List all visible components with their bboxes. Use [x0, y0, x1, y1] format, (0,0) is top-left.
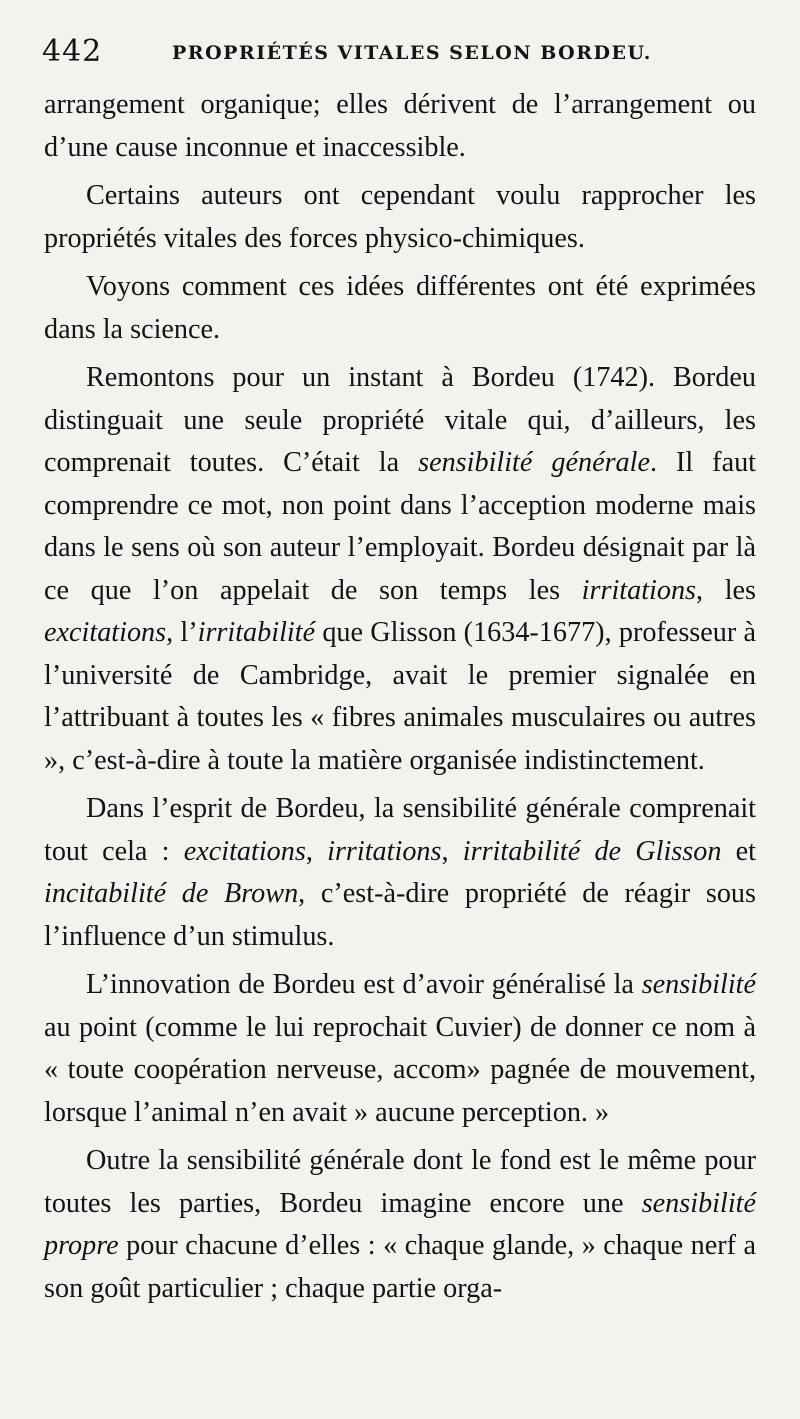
paragraph-6	[44, 964, 756, 1134]
text-run: ,	[441, 835, 463, 867]
text-run: , c’est-à-dire propriété de réagir sous l’influence d’un stimulus.	[44, 878, 756, 952]
italic-run: irritabilité	[197, 617, 316, 648]
page-number: 442	[42, 34, 103, 69]
text-run: ,	[305, 835, 328, 867]
page-header	[42, 30, 750, 74]
paragraph-1: arrangement organique; elles dérivent de l’arrangement ou d’une cause inconnue et inaccessible.	[44, 89, 756, 163]
text-run: au point (comme le lui reprochait Cuvier) de donner ce nom à « toute coopération nerveuse, accom» pagnée de mouvement, lorsque l’animal n’en avait » aucune perception. »	[44, 1011, 756, 1128]
text-run: Remontons pour un instant à Bordeu (1742). Bordeu distinguait une seule propriété vitale qui, d’ailleurs, les comprenait toutes. C’était la	[44, 362, 756, 478]
text-run: que Glisson (1634-1677), professeur à l’université de Cambridge, avait le premier signalée en l’attribuant à toutes les « fibres animales musculaires ou autres », c’est-à-dire à toute la matière organisée indistinctement.	[44, 617, 757, 776]
italic-run: incitabilité de Brown	[44, 878, 299, 909]
italic-run: excitations	[44, 617, 167, 648]
italic-run: sensibilité	[641, 969, 756, 1000]
italic-run: sensibilité générale	[418, 447, 650, 478]
italic-run: irritabilité de Glisson	[462, 835, 722, 867]
text-run: . Il faut comprendre ce mot, non point dans l’acception moderne mais dans le sens où son auteur l’employait. Bordeu désignait par là ce que l’on appelait de son temps les	[44, 447, 757, 606]
text-run: et	[721, 835, 757, 867]
text-run: pour chacune d’elles : « chaque glande, » chaque nerf a son goût particulier ; chaque partie orga-	[44, 1230, 756, 1304]
paragraph-3: Voyons comment ces idées différentes ont été exprimées dans la science.	[44, 271, 756, 345]
text-run: Outre la sensibilité générale dont le fond est le même pour toutes les parties, Bordeu imagine encore une	[44, 1145, 756, 1219]
paragraph-4	[44, 357, 756, 782]
paragraph-5	[44, 788, 756, 958]
italic-run: sensibilité propre	[44, 1187, 756, 1261]
italic-run: irritations	[327, 835, 442, 867]
running-head: PROPRIÉTÉS VITALES SELON BORDEU.	[172, 42, 652, 64]
italic-run: excitations	[183, 835, 306, 867]
text-run: L’innovation de Bordeu est d’avoir généralisé la	[86, 969, 642, 1000]
paragraph-2: Certains auteurs ont cependant voulu rapprocher les propriétés vitales des forces physico-chimiques.	[44, 180, 756, 254]
paragraph-7	[44, 1140, 756, 1310]
text-run: , les	[696, 574, 757, 606]
text-run: , l’	[166, 617, 198, 648]
italic-run: irritations	[581, 574, 697, 606]
body-text	[44, 84, 756, 1316]
text-run: Dans l’esprit de Bordeu, la sensibilité générale comprenait tout cela :	[44, 793, 756, 867]
